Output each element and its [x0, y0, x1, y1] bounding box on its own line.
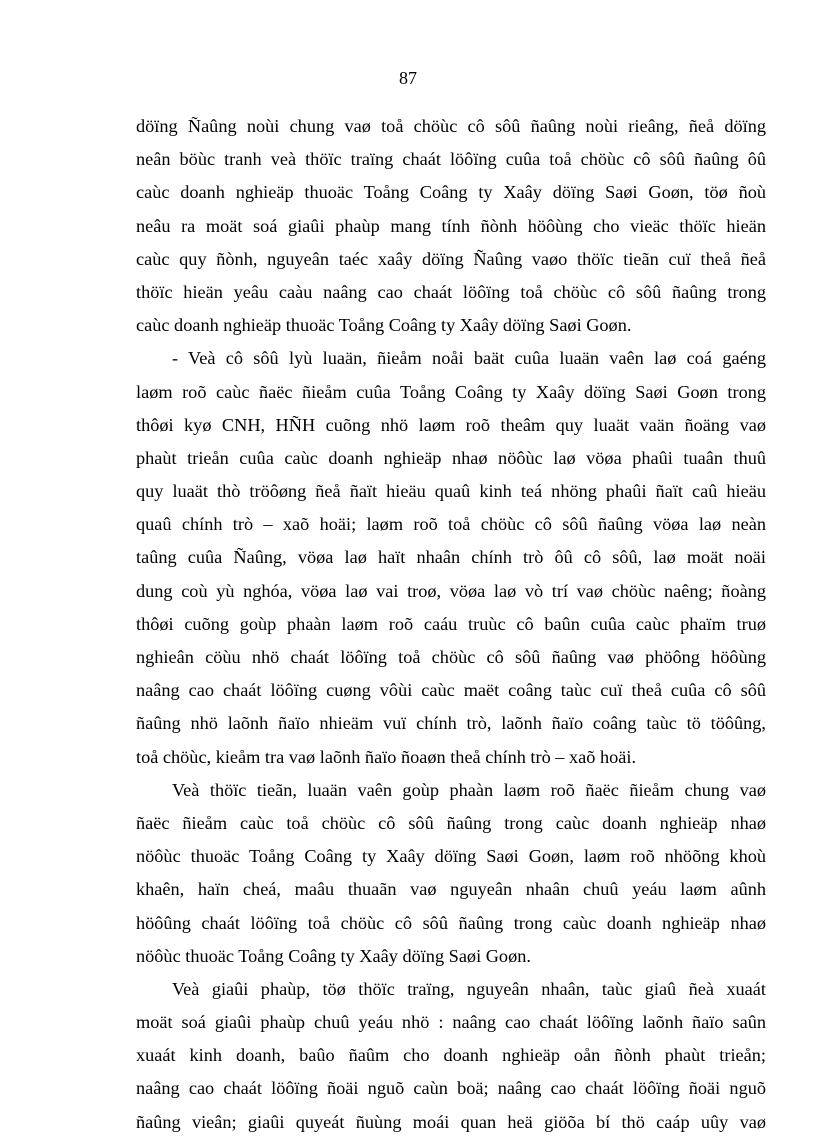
text-line: nöôùc thuoäc Toång Coâng ty Xaây döïng Saøi Goøn, laøm roõ nhöõng khoù: [136, 846, 766, 867]
text-line: nghieân cöùu nhö chaát löôïng toå chöùc cô sôû ñaûng vaø phöông höôùng: [136, 647, 766, 667]
text-line: naâng cao chaát löôïng ñoäi nguõ caùn boä; naâng cao chaát löôïng ñoäi nguõ: [136, 1078, 766, 1099]
text-line: neân böùc tranh veà thöïc traïng chaát löôïng cuûa toå chöùc cô sôû ñaûng ôû: [136, 149, 766, 170]
text-line: ñaûng vieân; giaûi quyeát ñuùng moái quan heä giöõa bí thö caáp uûy vaø: [136, 1111, 766, 1132]
text-line: nöôùc thuoäc Toång Coâng ty Xaây döïng Saøi Goøn.: [136, 945, 531, 966]
text-line: Veà giaûi phaùp, töø thöïc traïng, nguyeân nhaân, taùc giaû ñeà xuaát: [172, 978, 766, 999]
text-line: quy luaät thò tröôøng ñeå ñaït hieäu quaû kinh teá nhöng phaûi ñaït caû hieäu: [136, 481, 766, 502]
text-line: laøm roõ caùc ñaëc ñieåm cuûa Toång Coâng ty Xaây döïng Saøi Goøn trong: [136, 381, 766, 402]
text-line: caùc doanh nghieäp thuoäc Toång Coâng ty Xaây döïng Saøi Goøn, töø ñoù: [136, 182, 766, 203]
text-line: moät soá giaûi phaùp chuû yeáu nhö : naâng cao chaát löôïng laõnh ñaïo saûn: [136, 1012, 766, 1033]
text-line: caùc doanh nghieäp thuoäc Toång Coâng ty Xaây döïng Saøi Goøn.: [136, 315, 632, 336]
text-line: ñaëc ñieåm caùc toå chöùc cô sôû ñaûng trong caùc doanh nghieäp nhaø: [136, 812, 766, 833]
text-line: dung coù yù nghóa, vöøa laø vai troø, vöøa laø vò trí vaø chöùc naêng; ñoàng: [136, 580, 766, 601]
text-line: phaùt trieån cuûa caùc doanh nghieäp nhaø nöôùc laø vöøa phaûi tuaân thuû: [136, 447, 766, 468]
text-line: taûng cuûa Ñaûng, vöøa laø haït nhaân chính trò ôû cô sôû, laø moät noäi: [136, 547, 766, 568]
text-line: höôûng chaát löôïng toå chöùc cô sôû ñaûng trong caùc doanh nghieäp nhaø: [136, 912, 766, 933]
text-line: naâng cao chaát löôïng cuøng vôùi caùc maët coâng taùc cuï theå cuûa cô sôû: [136, 680, 766, 701]
body-text: [136, 110, 766, 1139]
text-line: ñaûng nhö laõnh ñaïo nhieäm vuï chính trò, laõnh ñaïo coâng taùc tö töôûng,: [136, 713, 766, 734]
text-line: xuaát kinh doanh, baûo ñaûm cho doanh nghieäp oån ñònh phaùt trieån;: [136, 1045, 766, 1066]
text-line: thôøi kyø CNH, HÑH cuõng nhö laøm roõ theâm quy luaät vaän ñoäng vaø: [136, 414, 766, 435]
page-number: 87: [399, 68, 417, 88]
text-line: caùc quy ñònh, nguyeân taéc xaây döïng Ñaûng vaøo thöïc tieãn cuï theå ñeå: [136, 248, 766, 269]
text-line: khaên, haïn cheá, maâu thuaãn vaø nguyeân nhaân chuû yeáu laøm aûnh: [136, 879, 766, 900]
text-line: neâu ra moät soá giaûi phaùp mang tính ñònh höôùng cho vieäc thöïc hieän: [136, 215, 766, 236]
paragraph-1: [136, 110, 766, 342]
text-line: thöïc hieän yeâu caàu naâng cao chaát löôïng toå chöùc cô sôû ñaûng trong: [136, 281, 766, 302]
paragraph-2: [136, 342, 766, 773]
text-line: Veà thöïc tieãn, luaän vaên goùp phaàn laøm roõ ñaëc ñieåm chung vaø: [172, 779, 766, 800]
text-line: toå chöùc, kieåm tra vaø laõnh ñaïo ñoaøn theå chính trò – xaõ hoäi.: [136, 746, 637, 767]
text-line: quaû chính trò – xaõ hoäi; laøm roõ toå chöùc cô sôû ñaûng vöøa laø neàn: [136, 514, 766, 535]
text-line: döïng Ñaûng noùi chung vaø toå chöùc cô sôû ñaûng noùi rieâng, ñeå döïng: [136, 116, 766, 136]
paragraph-3: [136, 774, 766, 973]
text-line: - Veà cô sôû lyù luaän, ñieåm noåi baät cuûa luaän vaên laø coá gaéng: [172, 348, 766, 369]
text-line: thôøi cuõng goùp phaàn laøm roõ caáu truùc cô baûn cuûa caùc phaïm truø: [136, 613, 766, 634]
paragraph-4: [136, 973, 766, 1139]
